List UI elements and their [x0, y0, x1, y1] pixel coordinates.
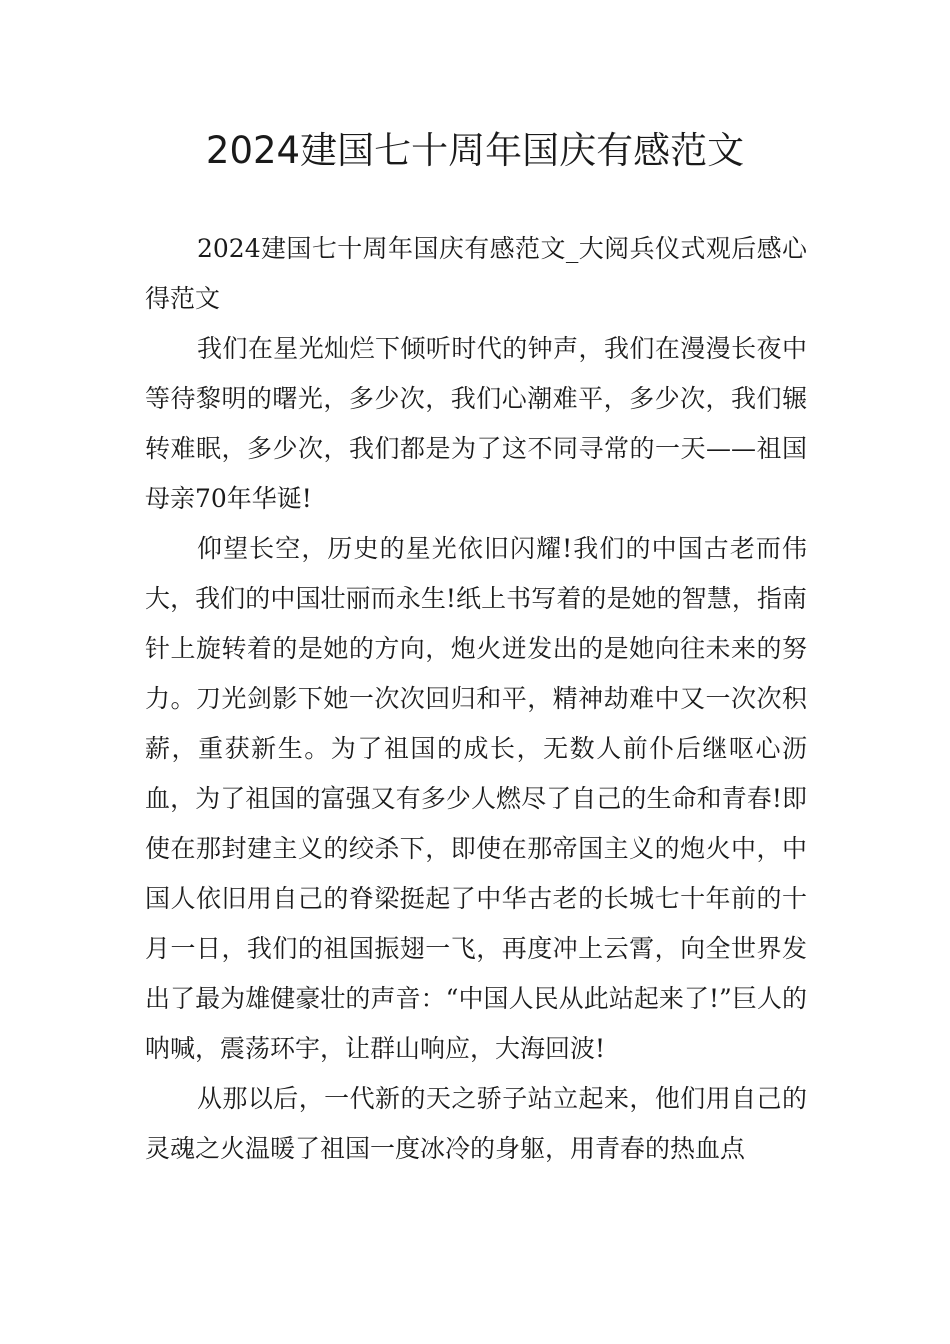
paragraph-subtitle: 2024建国七十周年国庆有感范文_大阅兵仪式观后感心得范文 — [145, 234, 807, 313]
paragraph: 从那以后，一代新的天之骄子站立起来，他们用自己的灵魂之火温暖了祖国一度冰冷的身躯，用青春的热血点 — [145, 1084, 807, 1163]
paragraph: 仰望长空，历史的星光依旧闪耀!我们的中国古老而伟大，我们的中国壮丽而永生!纸上书写着的是她的智慧，指南针上旋转着的是她的方向，炮火迸发出的是她向往未来的努力。刀光剑影下她一次次回归和平，精神劫难中又一次次积薪，重获新生。为了祖国的成长，无数人前仆后继呕心沥血，为了祖国的富强又有多少人燃尽了自己的生命和青春!即使在那封建主义的绞杀下，即使在那帝国主义的炮火中，中国人依旧用自己的脊梁挺起了中华古老的长城七十年前的十月一日，我们的祖国振翅一飞，再度冲上云霄，向全世界发出了最为雄健豪壮的声音：“中国人民从此站起来了!”巨人的呐喊，震荡环宇，让群山响应，大海回波! — [145, 534, 807, 1063]
document-body — [145, 224, 807, 1174]
paragraph: 我们在星光灿烂下倾听时代的钟声，我们在漫漫长夜中等待黎明的曙光，多少次，我们心潮难平，多少次，我们辗转难眠，多少次，我们都是为了这不同寻常的一天——祖国母亲70年华诞! — [145, 334, 807, 513]
document-title: 2024建国七十周年国庆有感范文 — [205, 129, 745, 172]
